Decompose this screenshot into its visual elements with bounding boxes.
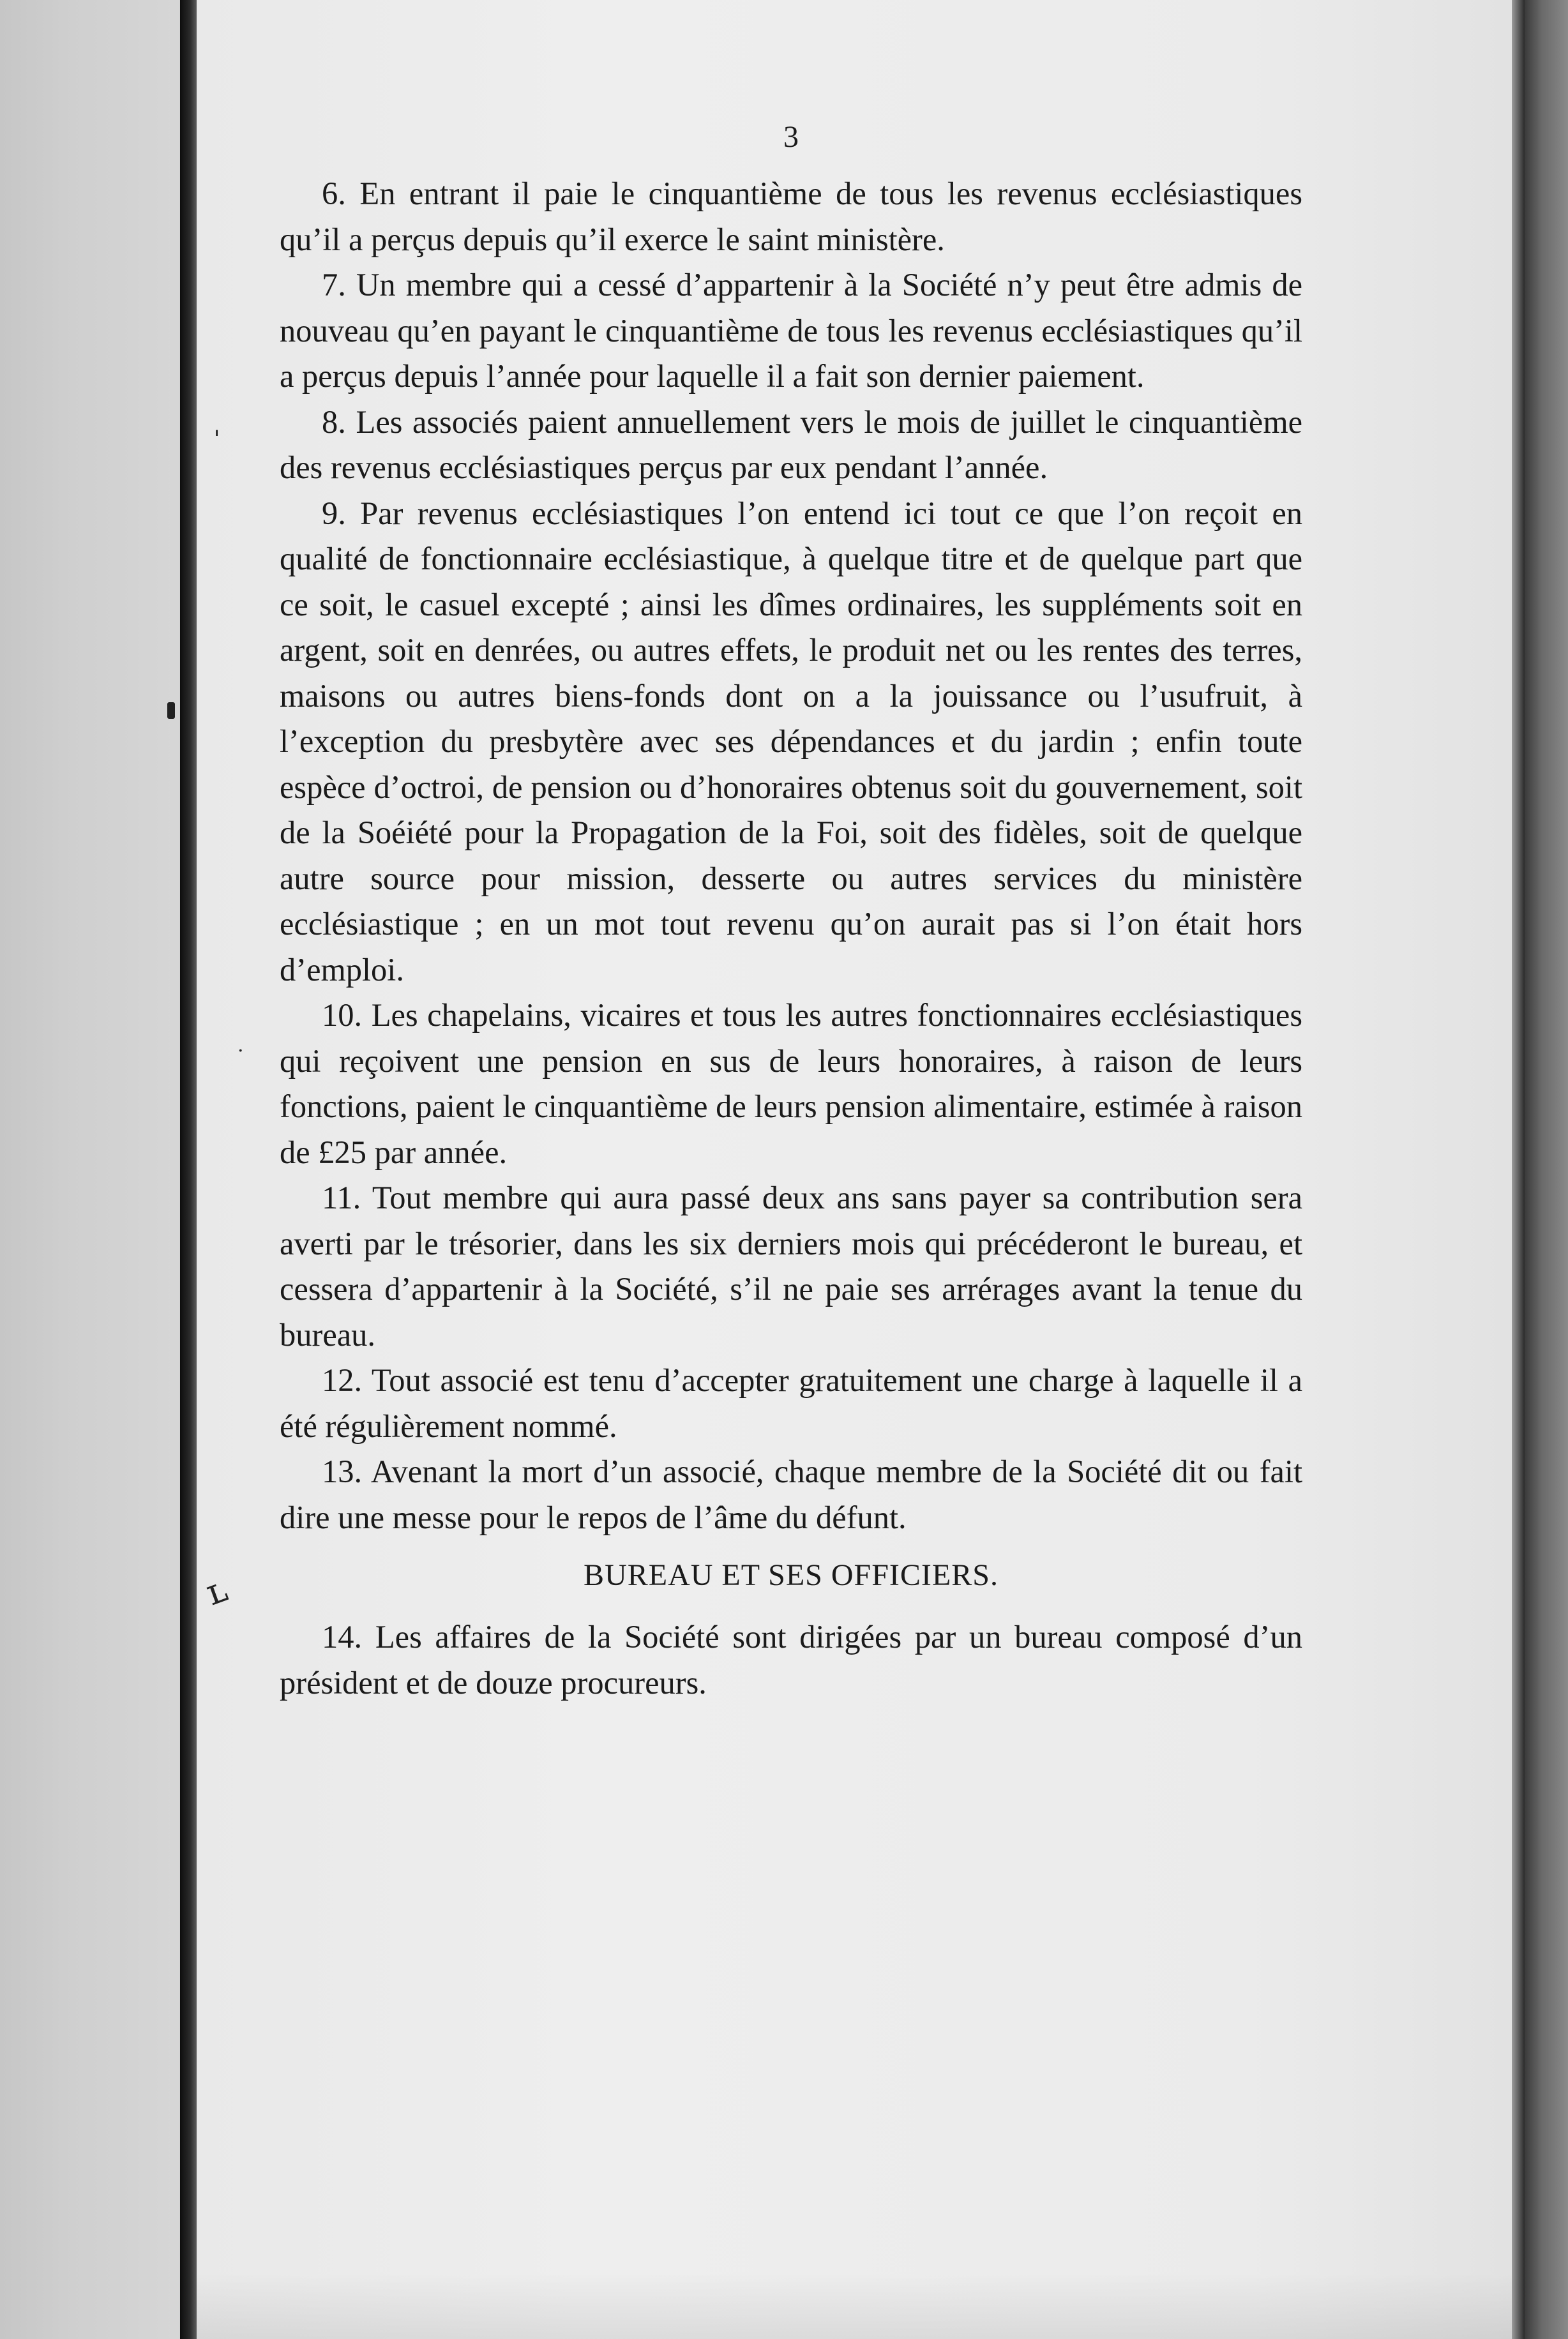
margin-mark: ˈ [213,426,220,456]
article-13 [280,1449,1302,1540]
article-14 [280,1614,1302,1706]
page-number: 3 [783,120,799,154]
article-text: Tout membre qui aura passé deux ans sans payer sa contribution sera averti par le trésorier, dans les six derniers mois qui précéderont le bureau, et cessera d’appartenir à la Société, s’il ne paie ses arrérages avant la tenue du bureau. [280,1180,1302,1353]
margin-mark: . [237,1034,244,1057]
article-11 [280,1175,1302,1358]
page-bottom-shading [197,2273,1512,2339]
article-12 [280,1358,1302,1449]
article-text: Les chapelains, vicaires et tous les autres fonctionnaires ecclésiastiques qui reçoivent une pension en sus de leurs honoraires, à raison de leurs fonctions, paient le cinquantième de leurs pension alimentaire, estimée à raison de £25 par année. [280,997,1303,1170]
article-text: Par revenus ecclésiastiques l’on entend ici tout ce que l’on reçoit en qualité de fonctionnaire ecclésiastique, à quelque titre et de quelque part que ce soit, le casuel excepté ; ainsi les dîmes ordinaires, les suppléments soit en argent, soit en denrées, ou autres effets, le produit net ou les rentes des terres, maisons ou autres biens-fonds dont on a la jouissance ou l’usufruit, à l’exception du presbytère avec ses dépendances et du jardin ; enfin toute espèce d’octroi, de pension ou d’honoraires obtenus soit du gouvernement, soit de la Soéiété pour la Propagation de la Foi, soit des fidèles, soit de quelque autre source pour mission, desserte ou autres services du ministère ecclésiastique ; en un mot tout revenu qu’on aurait pas si l’on était hors d’emploi. [280,495,1302,988]
article-7 [280,262,1302,400]
article-8 [280,400,1302,491]
page-text [280,115,1302,1706]
article-number: 9. [322,495,346,531]
article-number: 13. [322,1454,363,1489]
article-text: Les associés paient annuellement vers le mois de juillet le cinquantième des revenus ecclésiastiques perçus par eux pendant l’année. [280,403,1303,485]
article-9 [280,491,1302,993]
article-10 [280,993,1302,1175]
article-6 [280,171,1302,262]
article-number: 7. [322,267,346,303]
article-number: 12. [322,1362,363,1398]
binding-gutter [180,0,197,2339]
margin-mark [167,702,175,719]
article-number: 10. [322,997,363,1033]
article-text: En entrant il paie le cinquantième de tous les revenus ecclésiastiques qu’il a perçus depuis qu’il exerce le saint ministère. [280,176,1302,257]
right-scan-border [1525,0,1568,2339]
article-number: 6. [322,176,346,211]
article-number: 11. [322,1180,361,1215]
article-text: Avenant la mort d’un associé, chaque membre de la Société dit ou fait dire une messe pour le repos de l’âme du défunt. [280,1454,1302,1535]
article-number: 8. [322,403,346,440]
margin-mark: ʟ [200,1568,233,1614]
page-edge-shadow [1512,0,1525,2339]
article-text: Tout associé est tenu d’accepter gratuitement une charge à laquelle il a été régulièrement nommé. [280,1362,1302,1444]
article-number: 14. [322,1619,363,1655]
facing-page-margin [0,0,179,2339]
article-text: Un membre qui a cessé d’appartenir à la Société n’y peut être admis de nouveau qu’en payant le cinquantième de tous les revenus ecclésiastiques qu’il a perçus depuis l’année pour laquelle il a fait son dernier paiement. [280,267,1303,394]
article-text: Les affaires de la Société sont dirigées par un bureau composé d’un président et de douze procureurs. [280,1619,1302,1701]
section-heading: BUREAU ET SES OFFICIERS. [584,1558,999,1592]
